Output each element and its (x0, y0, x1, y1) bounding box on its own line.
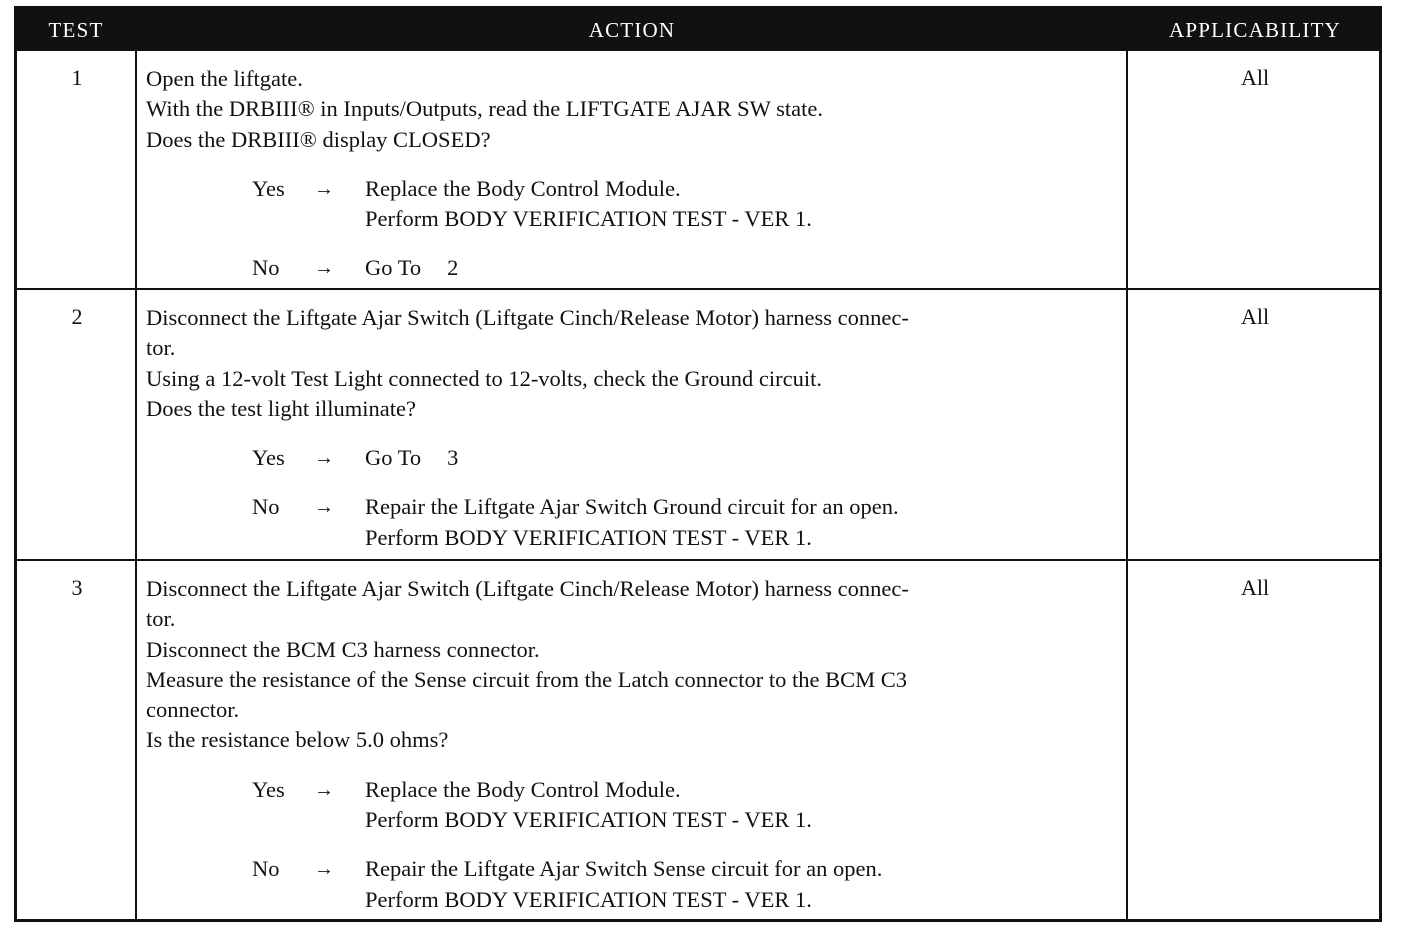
header-action: ACTION (588, 18, 676, 42)
no-label: No (252, 494, 280, 520)
arrow-right-icon: → (314, 447, 334, 470)
applicability-cell: All (1240, 575, 1270, 600)
yes-label: Yes (252, 776, 285, 802)
result-text: Replace the Body Control Module. (365, 776, 681, 802)
result-text: Repair the Liftgate Ajar Switch Ground circuit for an open. (365, 494, 899, 520)
applicability-cell: All (1240, 304, 1270, 329)
action-step: Is the resistance below 5.0 ohms? (146, 727, 449, 753)
test-number: 2 (71, 304, 83, 329)
result-text: Perform BODY VERIFICATION TEST - VER 1. (365, 807, 812, 833)
action-step: tor. (146, 335, 176, 361)
arrow-right-icon: → (314, 177, 334, 200)
result-text: Replace the Body Control Module. (365, 175, 681, 201)
yes-label: Yes (252, 445, 285, 471)
action-step: With the DRBIII® in Inputs/Outputs, read the LIFTGATE AJAR SW state. (146, 96, 823, 122)
action-step: Disconnect the Liftgate Ajar Switch (Liftgate Cinch/Release Motor) harness connec- (146, 305, 909, 330)
yes-result (146, 443, 1126, 473)
action-step: Using a 12-volt Test Light connected to 12-volts, check the Ground circuit. (146, 365, 822, 391)
result-text: Perform BODY VERIFICATION TEST - VER 1. (365, 886, 812, 912)
table-row (17, 51, 1379, 288)
test-number: 3 (71, 575, 83, 600)
action-step: Disconnect the BCM C3 harness connector. (146, 636, 540, 662)
result-text: Perform BODY VERIFICATION TEST - VER 1. (365, 524, 812, 550)
arrow-right-icon: → (314, 778, 334, 801)
action-cell (146, 303, 1126, 553)
action-step: Does the DRBIII® display CLOSED? (146, 126, 491, 152)
header-applicability: APPLICABILITY (1169, 18, 1341, 42)
no-result (146, 253, 1126, 283)
goto-text: Go To (365, 445, 422, 471)
arrow-right-icon: → (314, 257, 334, 280)
no-label: No (252, 856, 280, 882)
result-text: Perform BODY VERIFICATION TEST - VER 1. (365, 206, 812, 232)
goto-number: 2 (447, 255, 459, 281)
action-step: Disconnect the Liftgate Ajar Switch (Liftgate Cinch/Release Motor) harness connec- (146, 576, 909, 601)
action-step: connector. (146, 697, 240, 723)
no-label: No (252, 255, 280, 281)
arrow-right-icon: → (314, 858, 334, 881)
yes-result (146, 174, 1126, 235)
yes-label: Yes (252, 175, 285, 201)
action-step: Measure the resistance of the Sense circuit from the Latch connector to the BCM C3 (146, 666, 908, 692)
action-step: Does the test light illuminate? (146, 395, 416, 421)
goto-text: Go To (365, 255, 422, 281)
table-row (17, 290, 1379, 559)
yes-result (146, 775, 1126, 836)
no-result (146, 854, 1126, 915)
table-header (17, 9, 1379, 51)
arrow-right-icon: → (314, 496, 334, 519)
goto-number: 3 (447, 445, 459, 471)
diagnostic-table (14, 6, 1382, 922)
no-result (146, 492, 1126, 553)
action-step: tor. (146, 606, 176, 632)
table-row (17, 561, 1379, 919)
applicability-cell: All (1240, 65, 1270, 90)
test-number: 1 (71, 65, 83, 90)
action-step: Open the liftgate. (146, 66, 303, 91)
action-cell (146, 64, 1126, 284)
action-cell (146, 574, 1126, 915)
header-test: TEST (48, 18, 104, 42)
result-text: Repair the Liftgate Ajar Switch Sense circuit for an open. (365, 856, 883, 882)
